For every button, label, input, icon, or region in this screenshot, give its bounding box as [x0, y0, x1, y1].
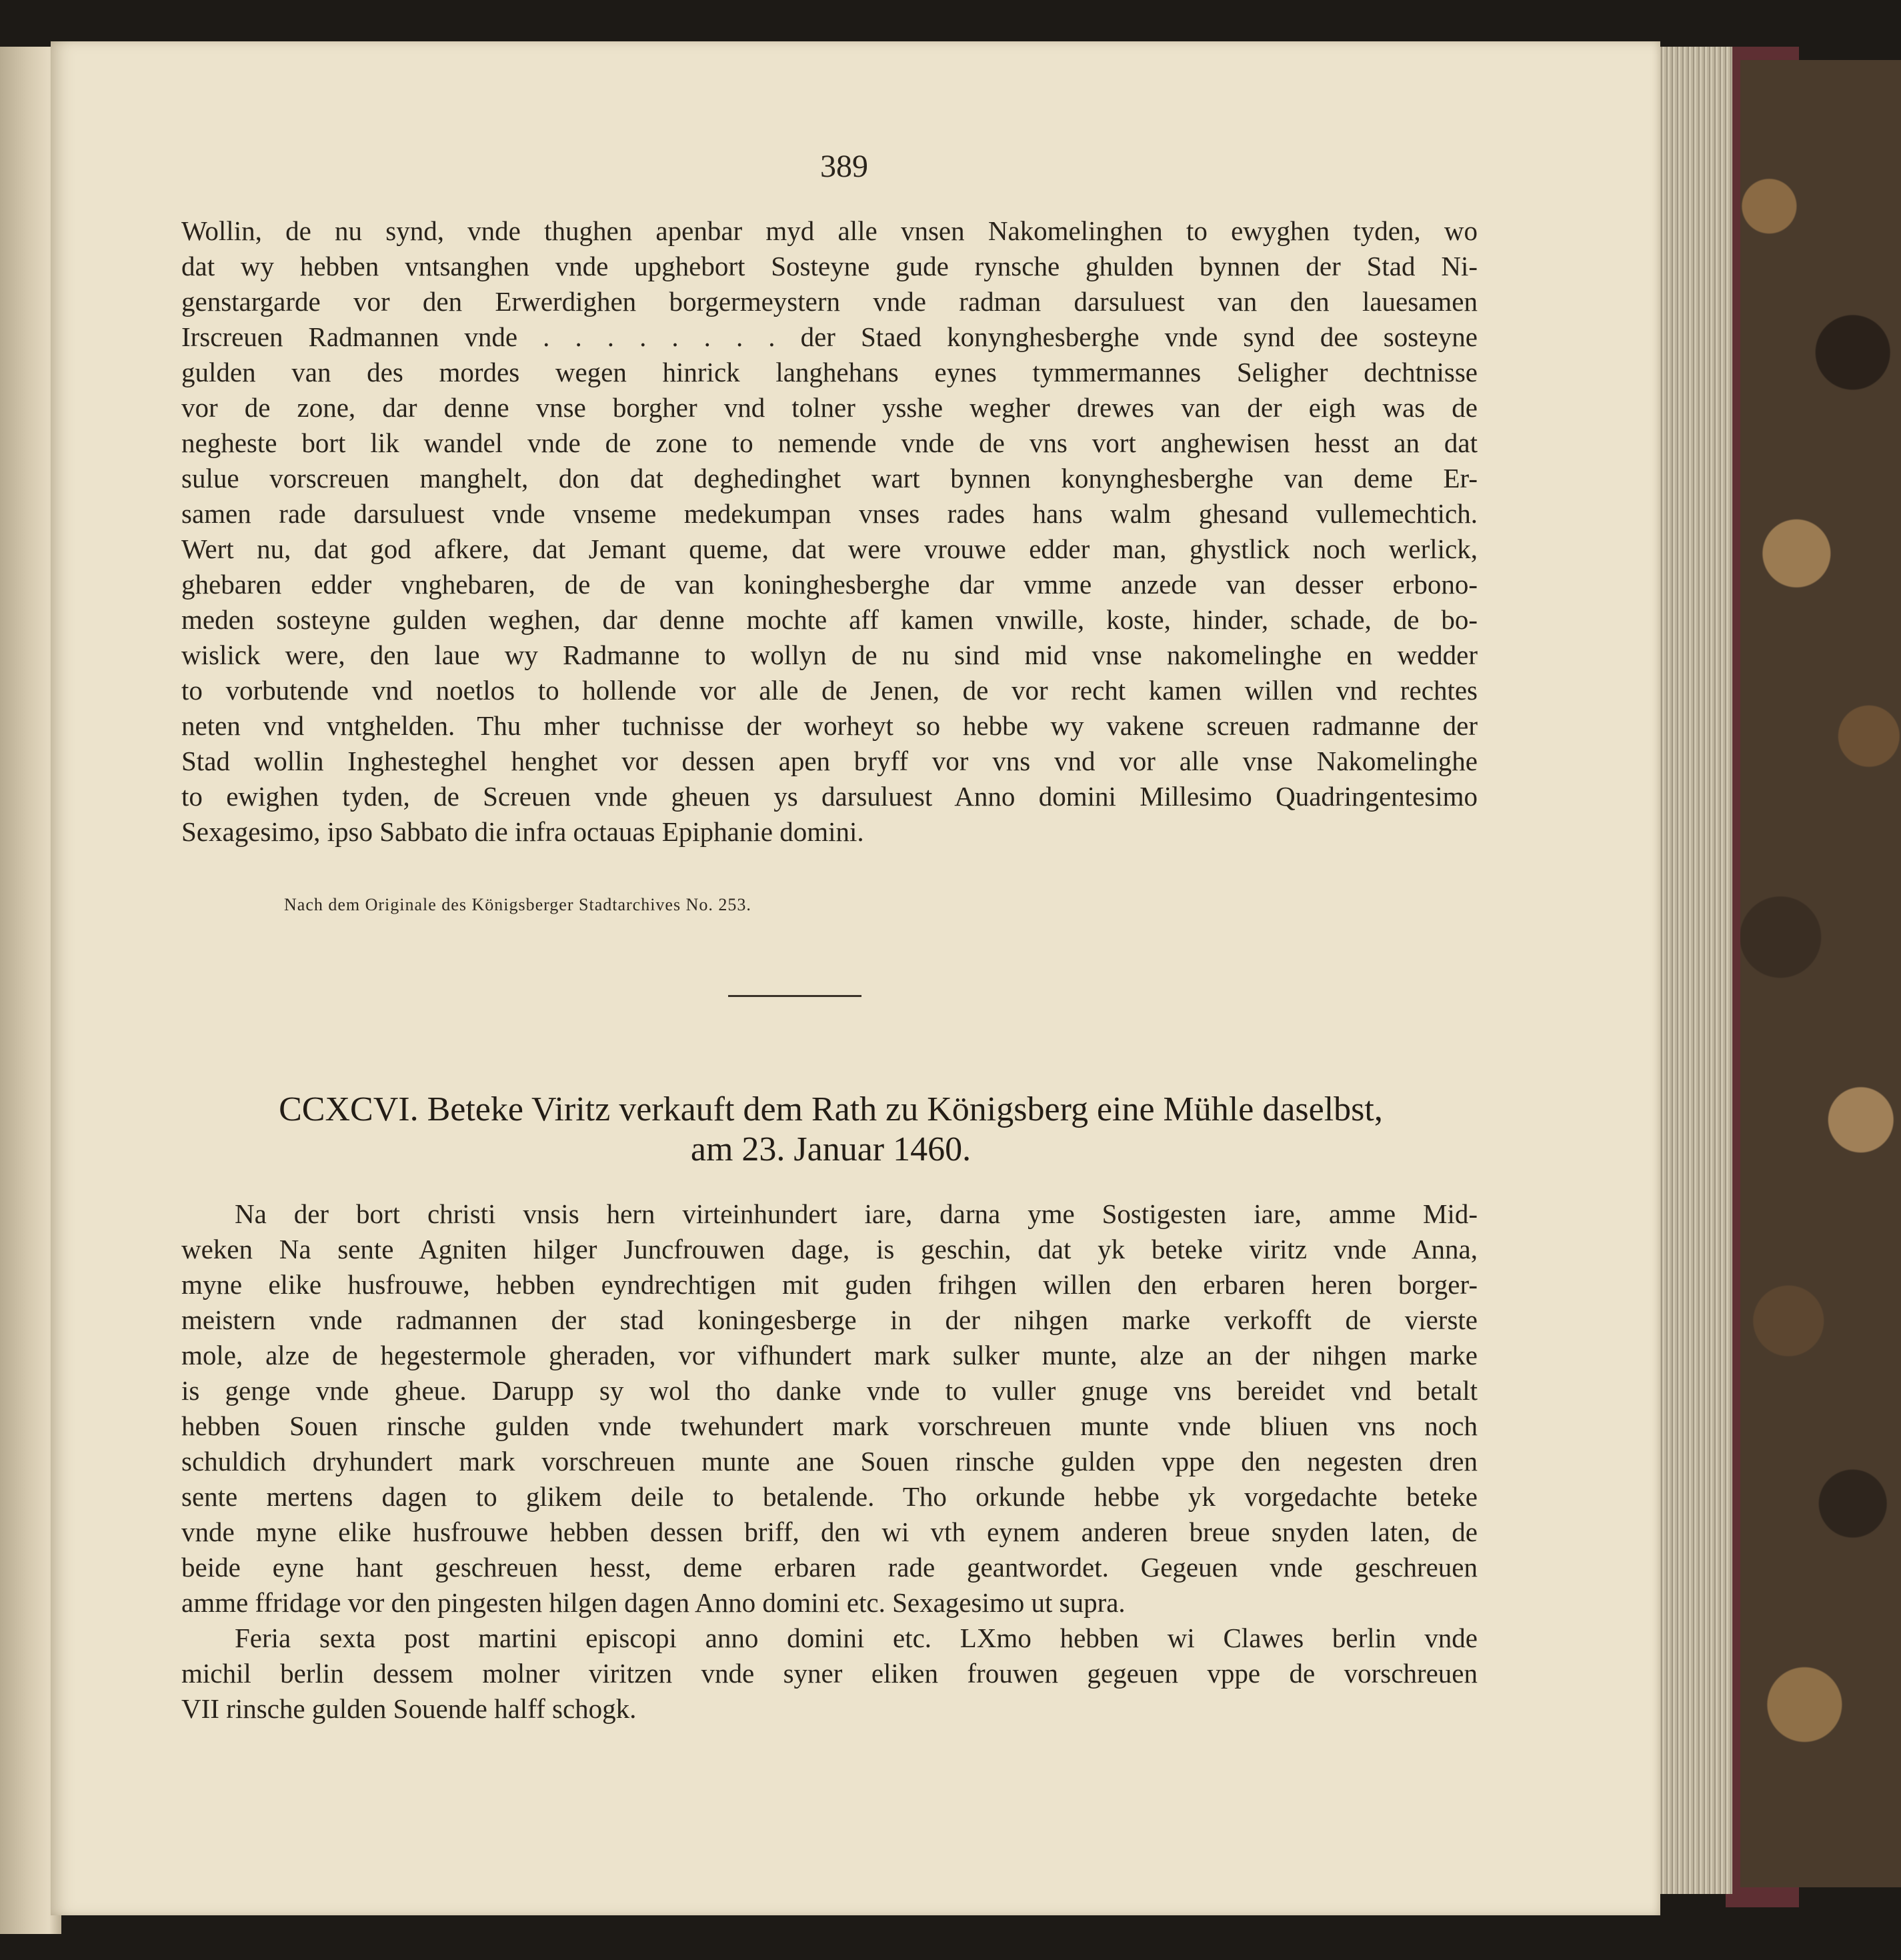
paragraph-1 — [181, 213, 1478, 850]
text-line: is genge vnde gheue. Darupp sy wol tho danke vnde to vuller gnuge vns bereidet vnd betalt — [181, 1375, 1478, 1406]
text-line: vor de zone, dar denne vnse borgher vnd tolner ysshe wegher drewes van der eigh was de — [181, 392, 1478, 423]
text-line: to vorbutende vnd noetlos to hollende vor alle de Jenen, de vor recht kamen willen vnd rechtes — [181, 675, 1478, 706]
text-line: Irscreuen Radmannen vnde . . . . . . . . der Staed konynghesberghe vnde synd dee sosteyne — [181, 321, 1478, 352]
text-line: vnde myne elike husfrouwe hebben dessen briff, den wi vth eynem anderen breue snyden laten, de — [181, 1517, 1478, 1547]
source-note: Nach dem Originale des Königsberger Stadtarchives No. 253. — [284, 895, 751, 914]
text-line: amme ffridage vor den pingesten hilgen dagen Anno domini etc. Sexagesimo ut supra. — [181, 1587, 1126, 1618]
text-line: VII rinsche gulden Souende halff schogk. — [181, 1693, 637, 1724]
page-number: 389 — [820, 149, 868, 184]
text-line: to ewighen tyden, de Screuen vnde gheuen ys darsuluest Anno domini Millesimo Quadringentesimo — [181, 781, 1478, 812]
text-line: sulue vorscreuen manghelt, don dat deghedinghet wart bynnen konynghesberghe van deme Er- — [181, 463, 1478, 494]
text-line: samen rade darsuluest vnde vnseme medekumpan vnses rades hans walm ghesand vullemechtich. — [181, 498, 1478, 529]
document-page — [51, 41, 1660, 1915]
text-line: meistern vnde radmannen der stad koningesberge in der nihgen marke verkofft de vierste — [181, 1304, 1478, 1335]
text-line: neten vnd vntghelden. Thu mher tuchnisse der worheyt so hebbe wy vakene screuen radmanne der — [181, 710, 1478, 741]
paragraph-3 — [181, 1621, 1478, 1727]
text-line: negheste bort lik wandel vnde de zone to nemende vnde de vns vort anghewisen hesst an dat — [181, 427, 1478, 458]
text-line: michil berlin dessem molner viritzen vnde syner eliken frouwen gegeuen vppe de vorschreuen — [181, 1658, 1478, 1689]
text-line: ghebaren edder vnghebaren, de de van koninghesberghe dar vmme anzede van desser erbono- — [181, 569, 1478, 600]
text-line: schuldich dryhundert mark vorschreuen munte ane Souen rinsche gulden vppe den negesten dren — [181, 1446, 1478, 1477]
text-line: gulden van des mordes wegen hinrick langhehans eynes tymmermannes Seligher dechtnisse — [181, 357, 1478, 387]
text-line: Sexagesimo, ipso Sabbato die infra octauas Epiphanie domini. — [181, 816, 864, 847]
text-line: dat wy hebben vntsanghen vnde upghebort Sosteyne gude rynsche ghulden bynnen der Stad Ni- — [181, 251, 1478, 281]
section-divider — [728, 995, 861, 997]
text-line: Stad wollin Inghesteghel henghet vor dessen apen bryff vor vns vnd vor alle vnse Nakomelinghe — [181, 746, 1478, 776]
document-heading: CCXCVI. Beteke Viritz verkauft dem Rath zu Königsberg eine Mühle daselbst, — [279, 1090, 1383, 1128]
text-line: sente mertens dagen to glikem deile to betalende. Tho orkunde hebbe yk vorgedachte beteke — [181, 1481, 1478, 1512]
text-line: meden sosteyne gulden weghen, dar denne mochte aff kamen vnwille, koste, hinder, schade, de bo- — [181, 604, 1478, 635]
text-line: Feria sexta post martini episcopi anno domini etc. LXmo hebben wi Clawes berlin vnde — [235, 1623, 1478, 1653]
text-line: Wollin, de nu synd, vnde thughen apenbar myd alle vnsen Nakomelinghen to ewyghen tyden, wo — [181, 215, 1478, 246]
text-line: myne elike husfrouwe, hebben eyndrechtigen mit guden frihgen willen den erbaren heren borger- — [181, 1269, 1478, 1300]
text-line: hebben Souen rinsche gulden vnde twehundert mark vorschreuen munte vnde bliuen vns noch — [181, 1410, 1478, 1441]
page-edges — [1654, 47, 1732, 1894]
text-line: Wert nu, dat god afkere, dat Jemant queme, dat were vrouwe edder man, ghystlick noch werlick, — [181, 534, 1478, 564]
document-date: am 23. Januar 1460. — [690, 1130, 972, 1168]
text-line: mole, alze de hegestermole gheraden, vor vifhundert mark sulker munte, alze an der nihgen marke — [181, 1340, 1478, 1370]
text-line: wislick were, den laue wy Radmanne to wollyn de nu sind mid vnse nakomelinghe en wedder — [181, 640, 1478, 670]
text-line: beide eyne hant geschreuen hesst, deme erbaren rade geantwordet. Gegeuen vnde geschreuen — [181, 1552, 1478, 1583]
text-line: weken Na sente Agniten hilger Juncfrouwen dage, is geschin, dat yk beteke viritz vnde Anna, — [181, 1234, 1478, 1264]
text-line: Na der bort christi vnsis hern virteinhundert iare, darna yme Sostigesten iare, amme Mid- — [235, 1198, 1478, 1229]
text-line: genstargarde vor den Erwerdighen borgermeystern vnde radman darsuluest van den lauesamen — [181, 286, 1478, 317]
marbled-endpaper — [1740, 60, 1901, 1887]
paragraph-2 — [181, 1196, 1478, 1621]
